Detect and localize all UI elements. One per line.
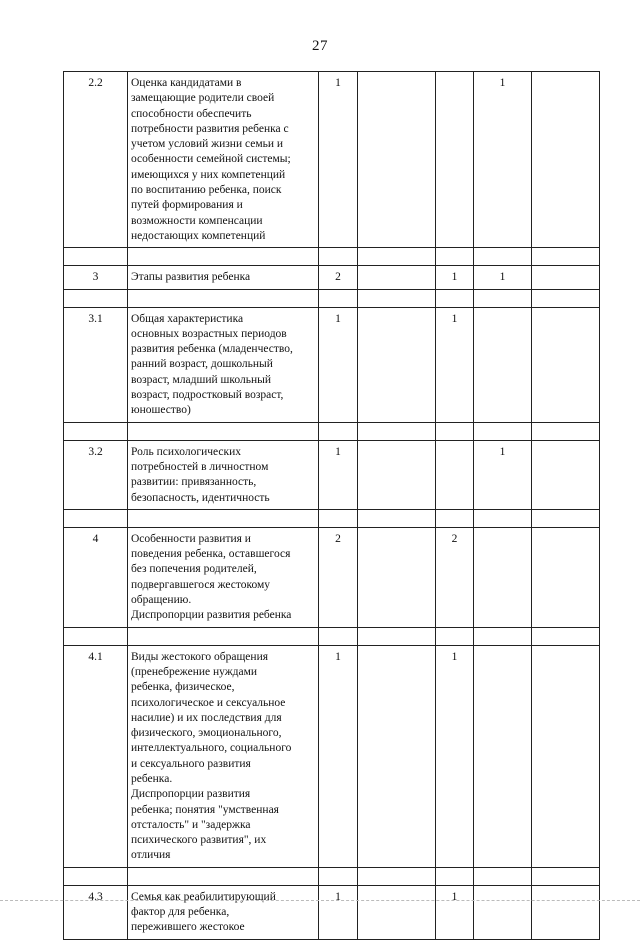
total-hours-text: 1 bbox=[335, 312, 341, 325]
spacer-cell bbox=[64, 867, 128, 885]
topic-name-cell bbox=[128, 72, 319, 248]
column-4-cell bbox=[474, 266, 532, 289]
column-2-cell bbox=[358, 885, 436, 939]
column-3-cell bbox=[436, 440, 474, 509]
column-4-text: 1 bbox=[499, 271, 506, 284]
spacer-cell bbox=[358, 627, 436, 645]
total-hours-text: 1 bbox=[335, 77, 341, 89]
column-3-text: 1 bbox=[451, 890, 458, 903]
spacer-cell bbox=[474, 627, 532, 645]
column-4-cell bbox=[474, 527, 532, 627]
total-hours-cell bbox=[319, 266, 358, 289]
row-spacer bbox=[64, 867, 600, 885]
spacer-cell bbox=[319, 509, 358, 527]
column-5-cell bbox=[532, 72, 600, 248]
spacer-cell bbox=[532, 867, 600, 885]
topic-name-cell bbox=[128, 440, 319, 509]
spacer-cell bbox=[436, 627, 474, 645]
column-5-cell bbox=[532, 645, 600, 867]
spacer-cell bbox=[358, 248, 436, 266]
topic-name-cell bbox=[128, 885, 319, 939]
spacer-cell bbox=[436, 289, 474, 307]
row-number-cell bbox=[64, 72, 128, 248]
column-5-cell bbox=[532, 440, 600, 509]
column-3-cell bbox=[436, 527, 474, 627]
spacer-cell bbox=[358, 289, 436, 307]
spacer-cell bbox=[532, 509, 600, 527]
spacer-cell bbox=[474, 509, 532, 527]
column-4-cell bbox=[474, 307, 532, 422]
spacer-cell bbox=[64, 509, 128, 527]
spacer-cell bbox=[474, 289, 532, 307]
topic-name-text: Виды жестокого обращения (пренебрежение нуждами ребенка, физическое, психологическое и сексуальное насилие) и их последствия для физического, эмоционального, интеллектуального, социального и сексуального развития ребенка. Диспропорции развития ребенка; понятия "умственная отсталость" и "задержка психического развития", их отличия bbox=[131, 650, 292, 862]
spacer-cell bbox=[319, 289, 358, 307]
row-number-cell bbox=[64, 266, 128, 289]
row-number-cell bbox=[64, 307, 128, 422]
topic-name-cell bbox=[128, 645, 319, 867]
column-3-cell bbox=[436, 645, 474, 867]
spacer-cell bbox=[319, 422, 358, 440]
row-number-text: 4.1 bbox=[88, 650, 103, 663]
spacer-cell bbox=[319, 248, 358, 266]
topic-name-text: Общая характеристика основных возрастных периодов развития ребенка (младенчество, ранний возраст, дошкольный возраст, младший школьный возраст, подростковый возраст, юношество) bbox=[131, 312, 293, 417]
topic-name-text: Оценка кандидатами в замещающие родители своей способности обеспечить потребности развития ребенка с учетом условий жизни семьи и особенности семейной системы; имеющихся у них компетенций по воспитанию ребенка, поиск путей формирования и возможности компенсации недостающих компетенций bbox=[131, 77, 291, 242]
row-number-cell bbox=[64, 645, 128, 867]
row-number-text: 3 bbox=[92, 271, 99, 284]
table-row bbox=[64, 307, 600, 422]
spacer-cell bbox=[474, 422, 532, 440]
page-number: 27 bbox=[312, 38, 328, 54]
column-3-text: 1 bbox=[451, 271, 458, 284]
spacer-cell bbox=[474, 867, 532, 885]
page-bottom-edge bbox=[0, 900, 640, 902]
column-4-text: 1 bbox=[499, 445, 506, 458]
column-3-cell bbox=[436, 885, 474, 939]
total-hours-text: 1 bbox=[335, 890, 341, 903]
total-hours-cell bbox=[319, 307, 358, 422]
row-number-text: 2.2 bbox=[88, 77, 103, 89]
spacer-cell bbox=[436, 867, 474, 885]
table-row bbox=[64, 266, 600, 289]
row-number-cell bbox=[64, 527, 128, 627]
table-row bbox=[64, 885, 600, 939]
total-hours-cell bbox=[319, 72, 358, 248]
spacer-cell bbox=[436, 509, 474, 527]
total-hours-cell bbox=[319, 645, 358, 867]
spacer-cell bbox=[128, 509, 319, 527]
column-5-cell bbox=[532, 266, 600, 289]
column-4-cell bbox=[474, 885, 532, 939]
spacer-cell bbox=[64, 248, 128, 266]
table-row bbox=[64, 527, 600, 627]
spacer-cell bbox=[128, 422, 319, 440]
topic-name-text: Особенности развития и поведения ребенка, оставшегося без попечения родителей, подвергавшегося жестокому обращению. Диспропорции развития ребенка bbox=[131, 532, 292, 622]
column-3-text: 1 bbox=[451, 312, 458, 325]
column-2-cell bbox=[358, 307, 436, 422]
topic-name-cell bbox=[128, 527, 319, 627]
column-3-cell bbox=[436, 307, 474, 422]
row-spacer bbox=[64, 422, 600, 440]
column-2-cell bbox=[358, 645, 436, 867]
column-5-cell bbox=[532, 527, 600, 627]
spacer-cell bbox=[319, 867, 358, 885]
row-number-text: 3.2 bbox=[88, 445, 103, 458]
topic-name-text: Этапы развития ребенка bbox=[131, 271, 251, 284]
spacer-cell bbox=[128, 248, 319, 266]
column-3-cell bbox=[436, 72, 474, 248]
column-3-text: 1 bbox=[451, 650, 458, 663]
spacer-cell bbox=[358, 422, 436, 440]
column-3-cell bbox=[436, 266, 474, 289]
column-4-cell bbox=[474, 72, 532, 248]
spacer-cell bbox=[358, 867, 436, 885]
spacer-cell bbox=[64, 422, 128, 440]
spacer-cell bbox=[128, 289, 319, 307]
table-row bbox=[64, 440, 600, 509]
row-spacer bbox=[64, 248, 600, 266]
spacer-cell bbox=[128, 627, 319, 645]
row-spacer bbox=[64, 509, 600, 527]
spacer-cell bbox=[532, 289, 600, 307]
curriculum-table bbox=[63, 71, 600, 940]
table-body bbox=[64, 72, 600, 940]
row-number-text: 4 bbox=[92, 532, 99, 545]
spacer-cell bbox=[532, 627, 600, 645]
table-row bbox=[64, 645, 600, 867]
total-hours-cell bbox=[319, 527, 358, 627]
total-hours-text: 2 bbox=[335, 271, 341, 284]
column-4-cell bbox=[474, 645, 532, 867]
column-4-text: 1 bbox=[499, 77, 506, 89]
row-spacer bbox=[64, 289, 600, 307]
row-number-cell bbox=[64, 885, 128, 939]
row-spacer bbox=[64, 627, 600, 645]
row-number-cell bbox=[64, 440, 128, 509]
spacer-cell bbox=[358, 509, 436, 527]
spacer-cell bbox=[532, 248, 600, 266]
topic-name-text: Семья как реабилитирующий фактор для ребенка, пережившего жестокое bbox=[131, 890, 276, 934]
total-hours-text: 1 bbox=[335, 650, 341, 663]
total-hours-cell bbox=[319, 885, 358, 939]
spacer-cell bbox=[128, 867, 319, 885]
topic-name-cell bbox=[128, 307, 319, 422]
column-3-text: 2 bbox=[451, 532, 458, 545]
total-hours-text: 1 bbox=[335, 445, 341, 458]
row-number-text: 3.1 bbox=[88, 312, 103, 325]
column-2-cell bbox=[358, 440, 436, 509]
row-number-text: 4.3 bbox=[88, 890, 103, 903]
spacer-cell bbox=[64, 289, 128, 307]
spacer-cell bbox=[64, 627, 128, 645]
total-hours-text: 2 bbox=[335, 532, 341, 545]
topic-name-cell bbox=[128, 266, 319, 289]
column-2-cell bbox=[358, 72, 436, 248]
table-row bbox=[64, 72, 600, 248]
column-5-cell bbox=[532, 885, 600, 939]
column-2-cell bbox=[358, 266, 436, 289]
spacer-cell bbox=[319, 627, 358, 645]
topic-name-text: Роль психологических потребностей в личностном развитии: привязанность, безопасность, идентичность bbox=[131, 445, 270, 504]
spacer-cell bbox=[436, 248, 474, 266]
total-hours-cell bbox=[319, 440, 358, 509]
spacer-cell bbox=[532, 422, 600, 440]
column-4-cell bbox=[474, 440, 532, 509]
column-5-cell bbox=[532, 307, 600, 422]
spacer-cell bbox=[474, 248, 532, 266]
spacer-cell bbox=[436, 422, 474, 440]
column-2-cell bbox=[358, 527, 436, 627]
